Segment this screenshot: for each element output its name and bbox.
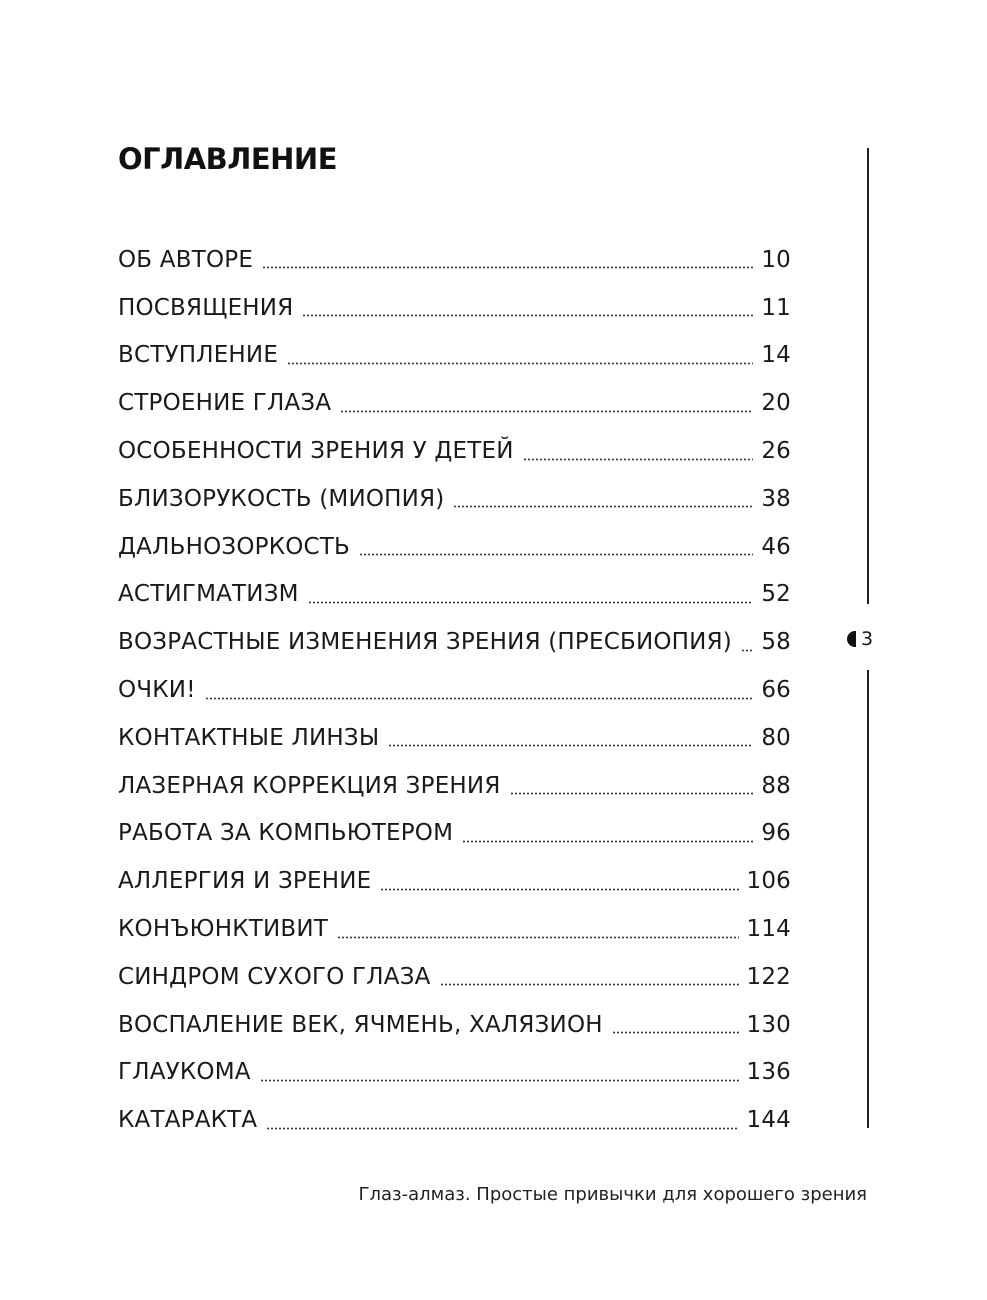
toc-entry-label: КОНЪЮНКТИВИТ [118,916,329,943]
toc-entry-label: ДАЛЬНОЗОРКОСТЬ [118,533,351,560]
toc-entry-label: СТРОЕНИЕ ГЛАЗА [118,390,332,417]
toc-entry-page: 14 [761,342,791,369]
dot-leader [440,983,739,986]
toc-entry-page: 136 [746,1059,791,1086]
toc-entry[interactable] [118,475,791,523]
toc-entry-label: ГЛАУКОМА [118,1059,251,1086]
toc-entry-page: 80 [761,724,791,751]
toc-entry-page: 52 [761,581,791,608]
dot-leader [388,744,753,747]
dot-leader [523,458,754,461]
dot-leader [741,649,753,652]
toc-entry[interactable] [118,857,791,905]
table-of-contents [118,236,791,1144]
dot-leader [266,1127,738,1130]
toc-entry-label: БЛИЗОРУКОСТЬ (МИОПИЯ) [118,485,445,512]
toc-entry-label: КОНТАКТНЫЕ ЛИНЗЫ [118,724,380,751]
toc-entry-page: 106 [746,868,791,895]
page-title: ОГЛАВЛЕНИЕ [118,142,338,176]
toc-entry-label: КАТАРАКТА [118,1107,258,1134]
dot-leader [453,505,753,508]
toc-entry[interactable] [118,523,791,571]
toc-entry-page: 96 [761,820,791,847]
toc-entry-label: ОЧКИ! [118,677,196,704]
toc-entry-page: 130 [746,1011,791,1038]
toc-entry-page: 46 [761,533,791,560]
toc-entry-page: 114 [746,916,791,943]
toc-entry[interactable] [118,1049,791,1097]
toc-entry-label: СИНДРОМ СУХОГО ГЛАЗА [118,963,431,990]
toc-entry[interactable] [118,379,791,427]
toc-entry-label: ВСТУПЛЕНИЕ [118,342,279,369]
dot-leader [340,410,753,413]
toc-entry-page: 38 [761,485,791,512]
toc-entry[interactable] [118,953,791,1001]
dot-leader [510,792,754,795]
dot-leader [287,362,753,365]
toc-entry[interactable] [118,810,791,858]
toc-entry-label: АСТИГМАТИЗМ [118,581,299,608]
running-footer: Глаз-алмаз. Простые привычки для хорошего зрения [358,1184,867,1205]
toc-entry[interactable] [118,666,791,714]
toc-entry-page: 26 [761,438,791,465]
toc-entry[interactable] [118,1096,791,1144]
toc-entry-label: ОБ АВТОРЕ [118,246,254,273]
dot-leader [260,1079,739,1082]
toc-entry[interactable] [118,618,791,666]
page-number: 3 [861,628,874,650]
vertical-rule-top [867,148,869,604]
toc-entry[interactable] [118,571,791,619]
page-marker [847,626,873,652]
toc-entry-page: 10 [761,246,791,273]
toc-entry-label: ПОСВЯЩЕНИЯ [118,294,294,321]
toc-entry-page: 122 [746,963,791,990]
toc-entry-label: АЛЛЕРГИЯ И ЗРЕНИЕ [118,868,372,895]
dot-leader [308,601,754,604]
toc-entry[interactable] [118,762,791,810]
vertical-rule-bottom [867,670,869,1128]
toc-entry-page: 58 [761,629,791,656]
toc-entry-label: ОСОБЕННОСТИ ЗРЕНИЯ У ДЕТЕЙ [118,438,514,465]
toc-entry[interactable] [118,905,791,953]
dot-leader [359,553,753,556]
toc-entry-page: 20 [761,390,791,417]
toc-entry-page: 88 [761,772,791,799]
half-circle-icon [847,631,856,647]
toc-entry[interactable] [118,714,791,762]
toc-entry[interactable] [118,332,791,380]
dot-leader [262,266,753,269]
toc-entry-page: 11 [761,294,791,321]
toc-entry-page: 66 [761,677,791,704]
toc-entry[interactable] [118,236,791,284]
toc-entry-label: ЛАЗЕРНАЯ КОРРЕКЦИЯ ЗРЕНИЯ [118,772,501,799]
toc-entry-label: ВОЗРАСТНЫЕ ИЗМЕНЕНИЯ ЗРЕНИЯ (ПРЕСБИОПИЯ) [118,629,732,656]
dot-leader [380,888,738,891]
toc-entry-label: ВОСПАЛЕНИЕ ВЕК, ЯЧМЕНЬ, ХАЛЯЗИОН [118,1011,603,1038]
dot-leader [302,314,753,317]
toc-entry-page: 144 [746,1107,791,1134]
dot-leader [462,840,753,843]
dot-leader [612,1031,739,1034]
toc-entry[interactable] [118,427,791,475]
dot-leader [337,936,738,939]
toc-entry[interactable] [118,284,791,332]
toc-entry[interactable] [118,1001,791,1049]
toc-entry-label: РАБОТА ЗА КОМПЬЮТЕРОМ [118,820,454,847]
dot-leader [205,697,754,700]
